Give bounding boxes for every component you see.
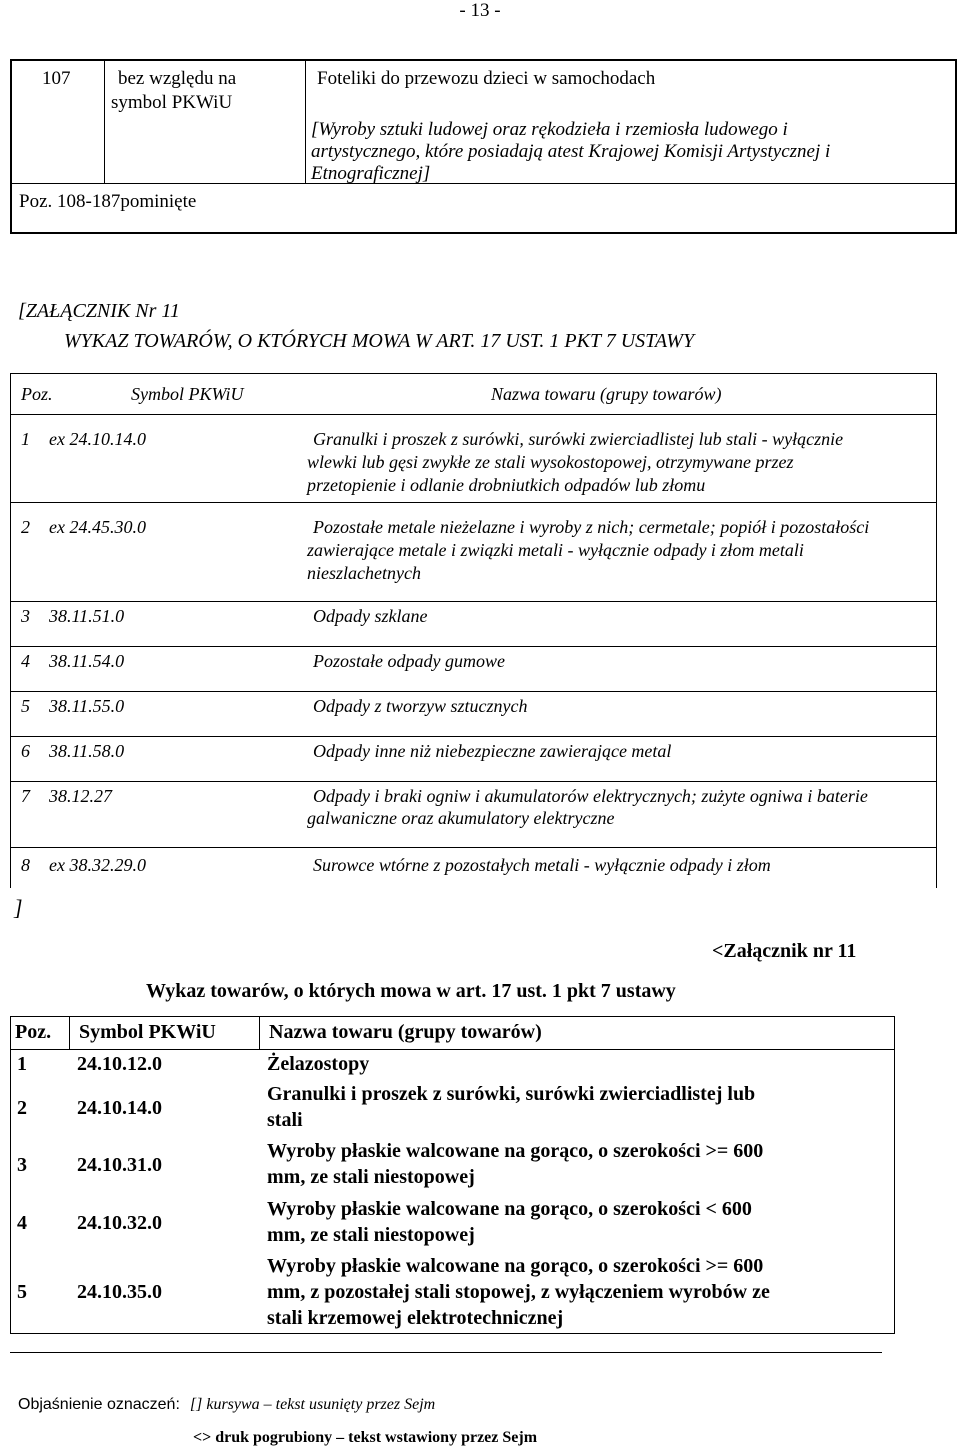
row-number: 1 xyxy=(21,429,30,449)
row-text: Odpady szklane xyxy=(313,606,428,626)
row-text: stali xyxy=(267,1109,303,1131)
row-number: 4 xyxy=(21,651,30,671)
deleted-text: Etnograficznej] xyxy=(311,163,431,184)
row-code: ex 38.32.29.0 xyxy=(49,855,146,875)
header-poz: Poz. xyxy=(21,384,53,404)
page-number: - 13 - xyxy=(459,0,501,21)
row-text: Odpady inne niż niebezpieczne zawierające metal xyxy=(313,741,672,761)
row-text: Wyroby płaskie walcowane na gorąco, o szerokości < 600 xyxy=(267,1198,752,1220)
row-text: przetopienie i odlanie drobniutkich odpadów lub złomu xyxy=(307,475,706,495)
top-table-divider xyxy=(305,61,306,183)
header-name: Nazwa towaru (grupy towarów) xyxy=(491,384,722,404)
row-text: nieszlachetnych xyxy=(307,563,421,583)
top-table xyxy=(10,59,957,234)
row-text: zawierające metale i związki metali - wyłącznie odpady i złom metali xyxy=(307,540,804,560)
table-header-row xyxy=(10,373,937,414)
annex-subtitle-inserted: Wykaz towarów, o których mowa w art. 17 ust. 1 pkt 7 ustawy xyxy=(146,980,676,1002)
row-text: Wyroby płaskie walcowane na gorąco, o szerokości >= 600 xyxy=(267,1255,764,1277)
row-code: 38.11.54.0 xyxy=(49,651,125,671)
table-row xyxy=(10,414,937,502)
annex-title: [ZAŁĄCZNIK Nr 11 xyxy=(18,300,180,322)
header-name: Nazwa towaru (grupy towarów) xyxy=(269,1021,542,1043)
row-text: mm, z pozostałej stali stopowej, z wyłączeniem wyrobów ze xyxy=(267,1281,770,1303)
inserted-annex-table xyxy=(10,1016,895,1334)
row-code: 38.11.51.0 xyxy=(49,606,125,626)
row-text: galwaniczne oraz akumulatory elektryczne xyxy=(307,808,615,828)
deleted-annex-table xyxy=(10,373,947,888)
row-text: Granulki i proszek z surówki, surówki zwierciadlistej lub stali - wyłącznie xyxy=(313,429,844,449)
top-table-divider xyxy=(12,183,955,184)
row-code: ex 24.45.30.0 xyxy=(49,517,146,537)
row-text: stali krzemowej elektrotechnicznej xyxy=(267,1307,564,1329)
legend-italic: [] kursywa – tekst usunięty przez Sejm xyxy=(189,1396,436,1413)
header-divider xyxy=(11,1049,894,1050)
row-text: Pozostałe metale nieżelazne i wyroby z nich; cermetale; popiół i pozostałości xyxy=(313,517,870,537)
row-text: Wyroby płaskie walcowane na gorąco, o szerokości >= 600 xyxy=(267,1140,764,1162)
row-text: Surowce wtórne z pozostałych metali - wyłącznie odpady i złom xyxy=(313,855,771,875)
row-code: 24.10.31.0 xyxy=(77,1154,162,1176)
row-number: 5 xyxy=(21,696,30,716)
row-number: 8 xyxy=(21,855,30,875)
row-code: 24.10.14.0 xyxy=(77,1097,162,1119)
row-text: mm, ze stali niestopowej xyxy=(267,1224,475,1246)
row-number: 3 xyxy=(21,606,30,626)
row-number: 2 xyxy=(17,1097,27,1119)
row-number: 7 xyxy=(21,786,30,806)
row-number: 5 xyxy=(17,1281,27,1303)
legend xyxy=(18,1396,435,1414)
table-row xyxy=(10,601,937,646)
header-divider xyxy=(259,1017,260,1049)
top-table-divider xyxy=(104,61,105,183)
legend-label: Objaśnienie oznaczeń: xyxy=(18,1396,180,1413)
row-text: Granulki i proszek z surówki, surówki zwierciadlistej lub xyxy=(267,1083,756,1105)
row-code: 38.11.58.0 xyxy=(49,741,125,761)
row-code: ex 24.10.14.0 xyxy=(49,429,146,449)
omitted-positions-note: Poz. 108-187pominięte xyxy=(19,191,197,212)
header-symbol: Symbol PKWiU xyxy=(79,1021,216,1043)
row-number: 1 xyxy=(17,1053,27,1075)
row-text: Żelazostopy xyxy=(267,1053,370,1075)
legend-bold: <> druk pogrubiony – tekst wstawiony przez Sejm xyxy=(193,1429,538,1446)
row-code: 38.12.27 xyxy=(49,786,112,806)
table-row xyxy=(10,646,937,691)
row-text: Odpady i braki ogniw i akumulatorów elektrycznych; zużyte ogniwa i baterie xyxy=(313,786,868,806)
footer-divider xyxy=(10,1352,882,1353)
annex-subtitle: WYKAZ TOWARÓW, O KTÓRYCH MOWA W ART. 17 UST. 1 PKT 7 USTAWY xyxy=(64,330,695,352)
deleted-text: artystycznego, które posiadają atest Krajowej Komisji Artystycznej i xyxy=(311,141,831,162)
row-number: 107 xyxy=(42,68,71,89)
row-code: 38.11.55.0 xyxy=(49,696,125,716)
row-code: 24.10.32.0 xyxy=(77,1212,162,1234)
table-row xyxy=(10,736,937,781)
table-row xyxy=(10,691,937,736)
header-divider xyxy=(69,1017,70,1049)
closing-bracket: ] xyxy=(14,895,23,920)
header-poz: Poz. xyxy=(15,1021,52,1043)
row-number: 4 xyxy=(17,1212,27,1234)
symbol-text: bez względu na xyxy=(118,68,237,89)
row-code: 24.10.35.0 xyxy=(77,1281,162,1303)
table-row xyxy=(10,847,937,888)
row-number: 6 xyxy=(21,741,30,761)
row-text: Odpady z tworzyw sztucznych xyxy=(313,696,528,716)
row-code: 24.10.12.0 xyxy=(77,1053,162,1075)
table-row xyxy=(10,781,937,847)
annex-title-inserted: <Załącznik nr 11 xyxy=(712,940,857,962)
header-symbol: Symbol PKWiU xyxy=(131,384,244,404)
deleted-text: [Wyroby sztuki ludowej oraz rękodzieła i rzemiosła ludowego i xyxy=(311,119,788,140)
row-text: Pozostałe odpady gumowe xyxy=(313,651,505,671)
row-text: mm, ze stali niestopowej xyxy=(267,1166,475,1188)
product-name: Foteliki do przewozu dzieci w samochodach xyxy=(317,68,656,89)
row-number: 3 xyxy=(17,1154,27,1176)
row-text: wlewki lub gęsi zwykłe ze stali wysokostopowej, otrzymywane przez xyxy=(307,452,794,472)
table-row xyxy=(10,502,937,601)
row-number: 2 xyxy=(21,517,30,537)
symbol-text: symbol PKWiU xyxy=(111,92,233,113)
